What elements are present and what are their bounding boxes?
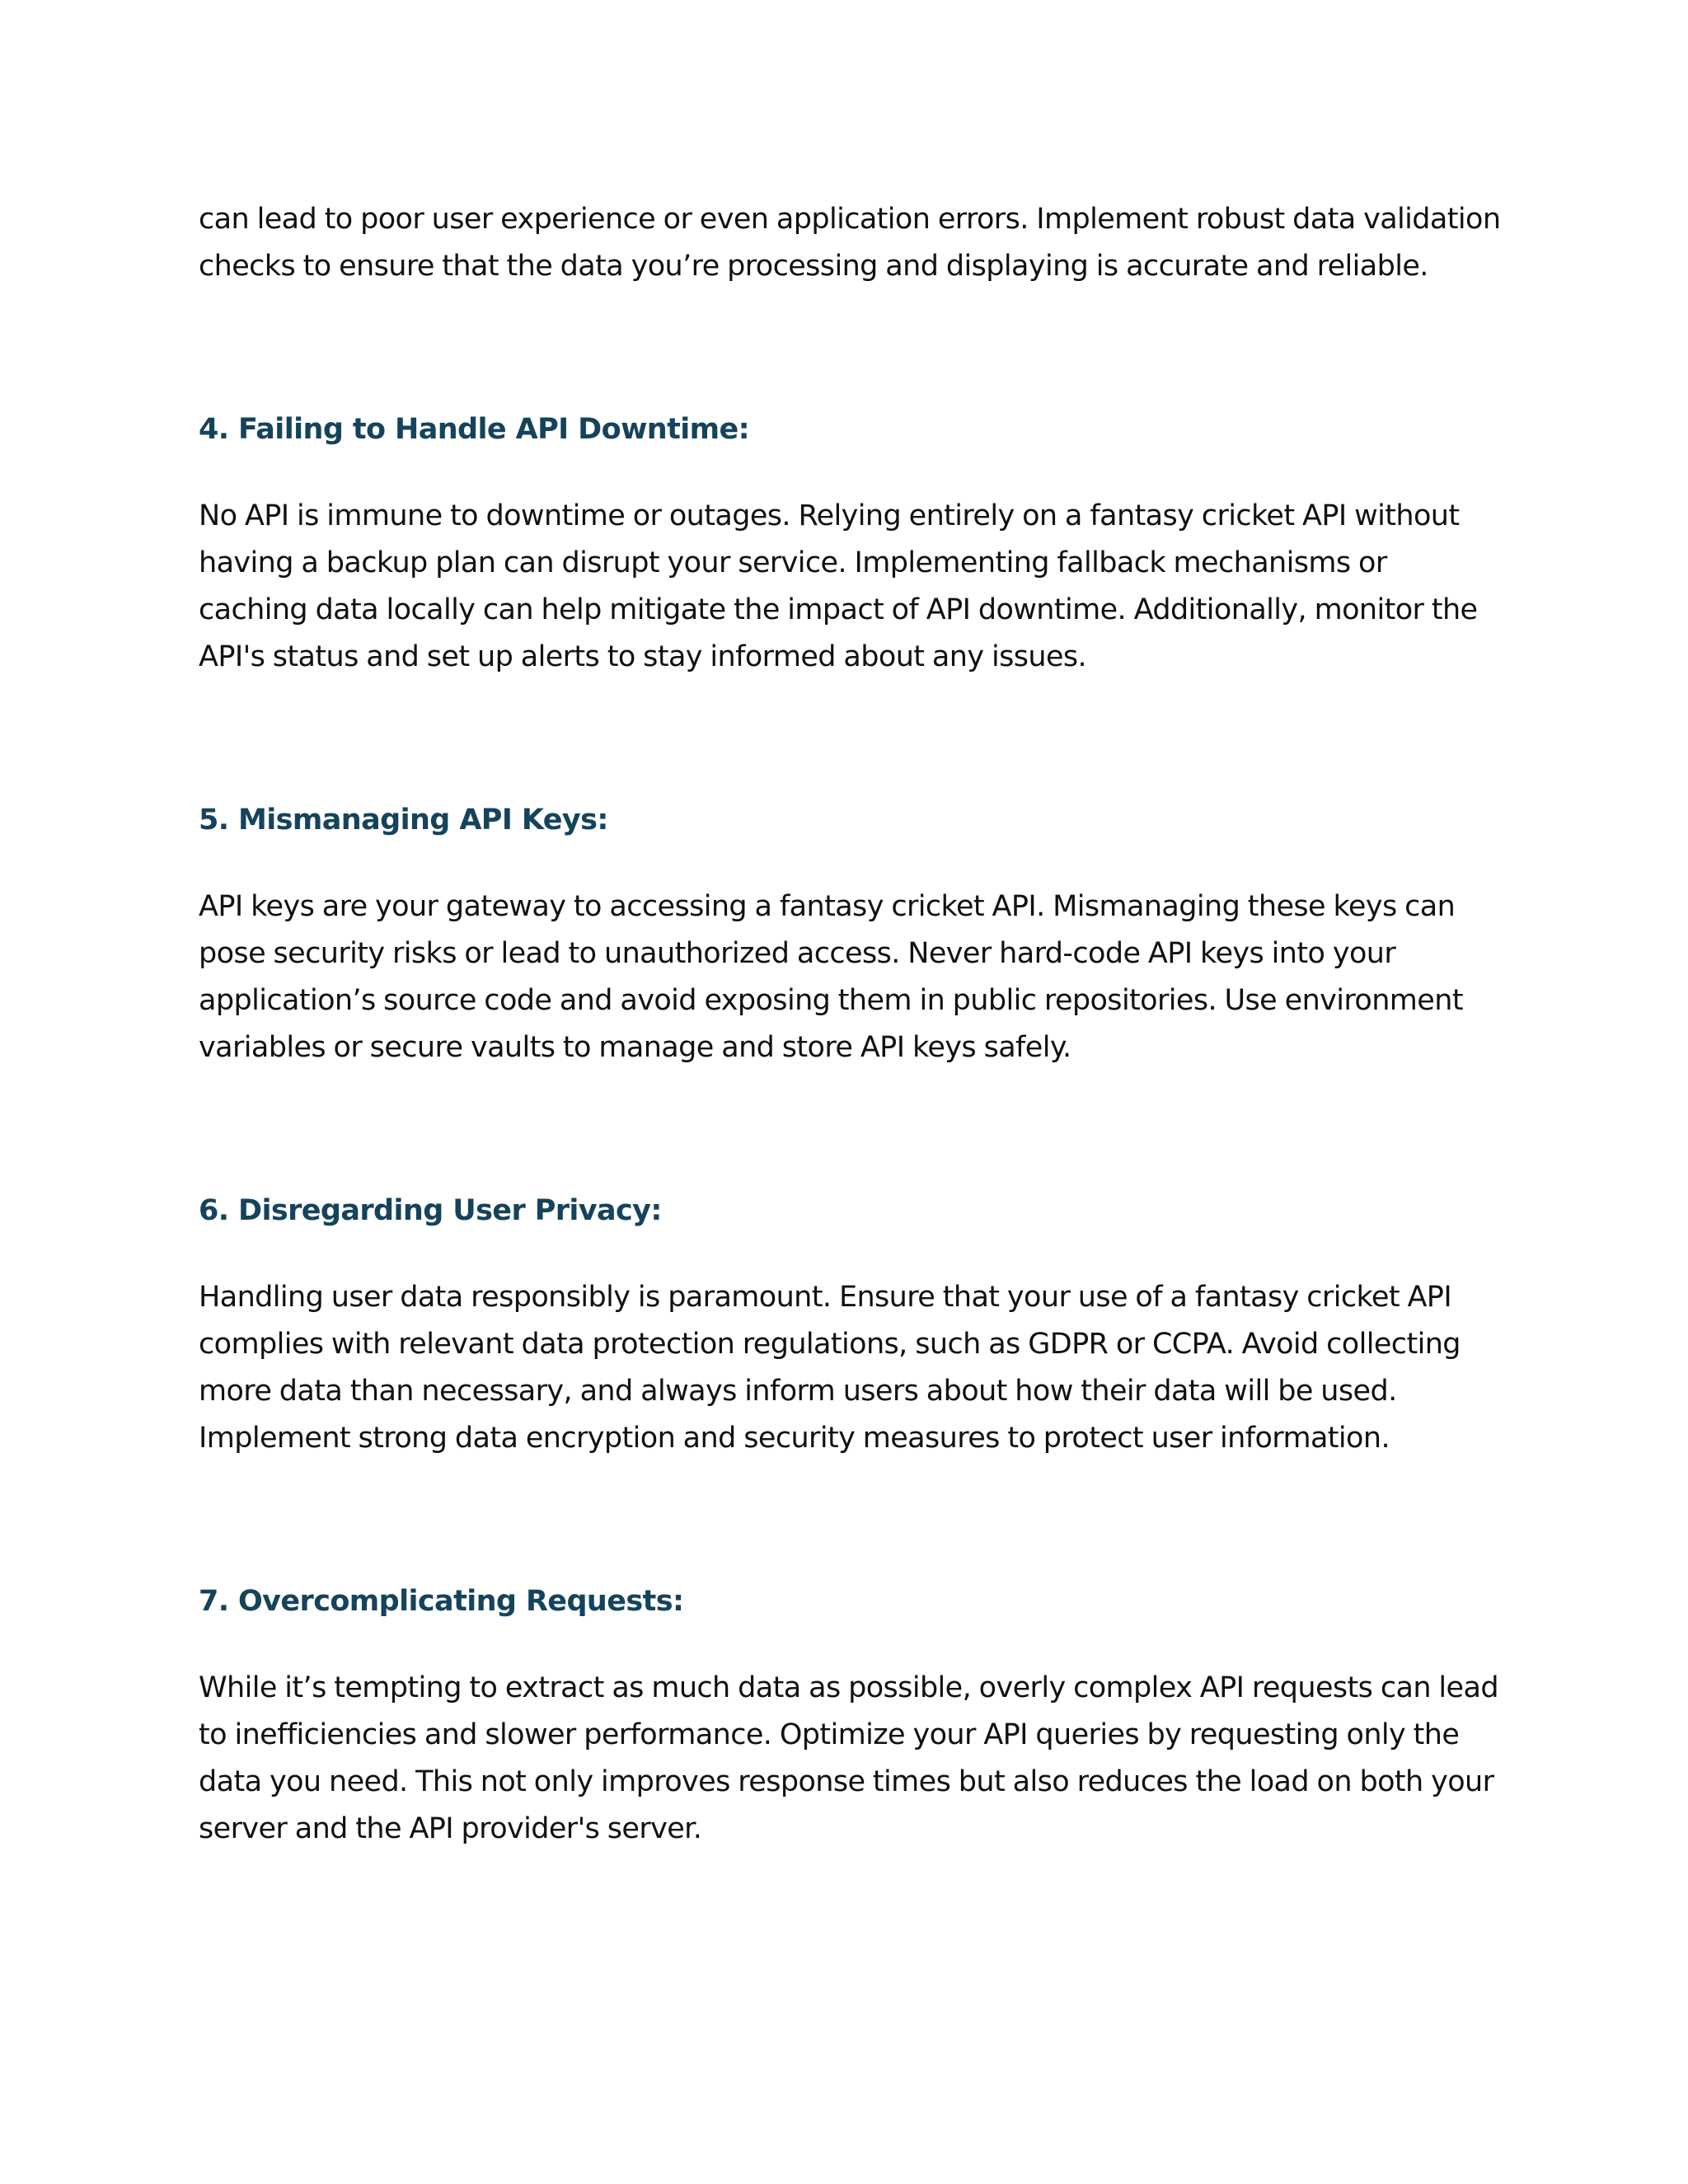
section-heading-user-privacy: 6. Disregarding User Privacy: <box>199 1194 662 1227</box>
section-body-requests: While it’s tempting to extract as much data as possible, overly complex API requests can lead to inefficiencies and slower performance. Optimize your API queries by requesting only the data you need. This not only improves response times but also reduces the load on both your server and the API provider's server. <box>199 1671 1498 1845</box>
section-heading-downtime: 4. Failing to Handle API Downtime: <box>199 413 750 446</box>
section-heading-api-keys: 5. Mismanaging API Keys: <box>199 804 608 837</box>
intro-paragraph: can lead to poor user experience or even application errors. Implement robust data validation checks to ensure that the data you’re processing and displaying is accurate and reliable. <box>199 203 1501 283</box>
document-content <box>199 196 1501 1853</box>
section-heading-requests: 7. Overcomplicating Requests: <box>199 1585 684 1618</box>
section-body-downtime: No API is immune to downtime or outages. Relying entirely on a fantasy cricket API without having a backup plan can disrupt your service. Implementing fallback mechanisms or caching data locally can help mitigate the impact of API downtime. Additionally, monitor the API's status and set up alerts to stay informed about any issues. <box>199 499 1478 673</box>
section-body-api-keys: API keys are your gateway to accessing a fantasy cricket API. Mismanaging these keys can pose security risks or lead to unauthorized access. Never hard-code API keys into your application’s source code and avoid exposing them in public repositories. Use environment variables or secure vaults to manage and store API keys safely. <box>199 890 1463 1064</box>
section-body-user-privacy: Handling user data responsibly is paramount. Ensure that your use of a fantasy cricket API complies with relevant data protection regulations, such as GDPR or CCPA. Avoid collecting more data than necessary, and always inform users about how their data will be used. Implement strong data encryption and security measures to protect user information. <box>199 1281 1461 1455</box>
